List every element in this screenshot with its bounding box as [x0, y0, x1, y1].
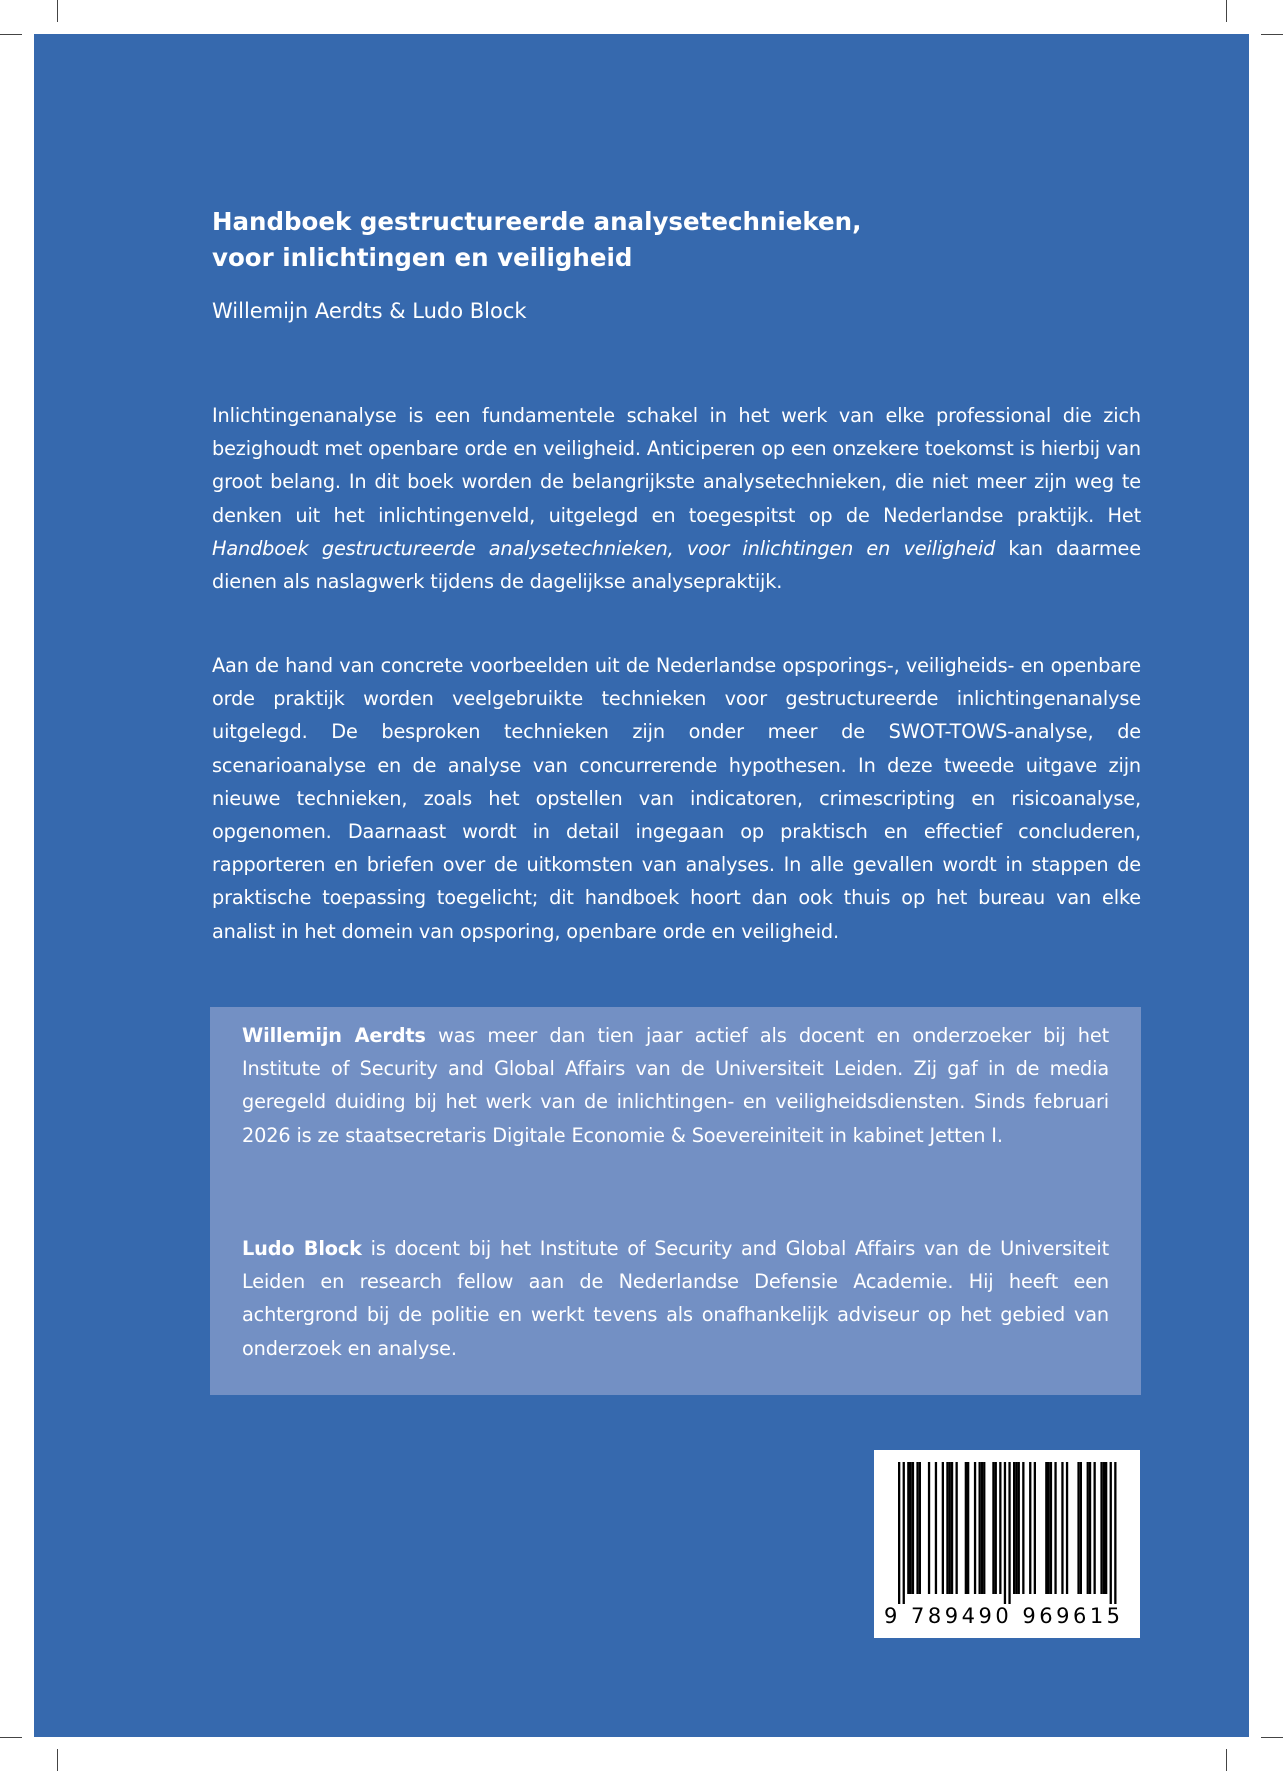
book-authors: Willemijn Aerdts & Ludo Block	[212, 299, 527, 323]
barcode-bar	[1087, 1462, 1089, 1594]
barcode-bar	[946, 1462, 948, 1594]
barcode-bar	[1061, 1462, 1063, 1594]
barcode-bar	[912, 1462, 914, 1594]
barcode-bar	[965, 1462, 967, 1594]
description-paragraph-1	[212, 399, 1141, 598]
barcode-bar	[1105, 1462, 1107, 1594]
isbn-number: 9 789490 969615	[884, 1604, 1124, 1628]
title-line-2: voor inlichtingen en veiligheid	[212, 242, 633, 272]
barcode-bar	[907, 1462, 909, 1594]
barcode-bar	[903, 1462, 905, 1604]
description-text: kan daarmee dienen als naslagwerk tijdens de dagelijkse analysepraktijk.	[212, 536, 1141, 594]
barcode-bar	[1018, 1462, 1020, 1594]
barcode-bar	[1029, 1462, 1031, 1594]
crop-mark	[1261, 1737, 1283, 1738]
author-bio-text: is docent bij het Institute of Security and Global Affairs van de Universiteit Leiden en research fellow aan de Nederlandse Defensie Academie. Hij heeft een achtergrond bij de politie en werkt tevens als onafhankelijk adviseur op het gebied van onderzoek en analyse.	[242, 1237, 1110, 1360]
author-bio-1	[242, 1019, 1109, 1152]
barcode-bar	[942, 1462, 944, 1594]
barcode-bar	[1103, 1462, 1105, 1594]
barcode-bar	[956, 1462, 958, 1594]
barcode-bar	[1110, 1462, 1112, 1604]
title-line-1: Handboek gestructureerde analysetechnieken,	[212, 207, 862, 236]
barcode-bar	[1077, 1462, 1079, 1594]
barcode-bar	[1054, 1462, 1056, 1594]
description-text: Inlichtingenanalyse is een fundamentele schakel in het werk van elke professional die zich bezighoudt met openbare orde en veiligheid. Anticiperen op een onzekere toekomst is hierbij van groot belang. In dit boek worden de belangrijkste analysetechnieken, die niet meer zijn weg te denken uit het inlichtingenveld, uitgelegd en toegespitst op de Nederlandse praktijk. Het	[212, 404, 1141, 527]
barcode-bars	[882, 1462, 1132, 1604]
barcode-bar	[951, 1462, 953, 1594]
barcode-bar	[995, 1462, 997, 1594]
barcode-bar	[1050, 1462, 1052, 1594]
author-name: Willemijn Aerdts	[242, 1024, 426, 1047]
back-cover	[34, 34, 1249, 1737]
barcode-bar	[967, 1462, 969, 1594]
author-bio-2	[242, 1232, 1109, 1365]
barcode-bar	[1094, 1462, 1096, 1594]
barcode-bar	[974, 1462, 976, 1594]
barcode-bar	[910, 1462, 912, 1594]
barcode-bar	[983, 1462, 985, 1594]
barcode-bar	[935, 1462, 937, 1594]
barcode-bar	[1015, 1462, 1017, 1594]
author-bio-box	[210, 1007, 1141, 1395]
author-bio-text: was meer dan tien jaar actief als docent en onderzoeker bij het Institute of Security and Global Affairs van de Universiteit Leiden. Zij gaf in de media geregeld duiding bij het werk van de inlichtingen- en veiligheidsdiensten. Sinds februari 2026 is ze staatsecretaris Digitale Economie & Soevereiniteit in kabinet Jetten I.	[242, 1024, 1109, 1147]
barcode-bar	[1045, 1462, 1047, 1594]
barcode-bar	[1114, 1462, 1116, 1604]
barcode-bar	[1100, 1462, 1102, 1594]
barcode-bar	[1034, 1462, 1036, 1594]
barcode-bar	[928, 1462, 930, 1594]
barcode-bar	[981, 1462, 983, 1594]
crop-mark	[1226, 0, 1227, 22]
isbn-barcode	[874, 1450, 1140, 1638]
author-name: Ludo Block	[242, 1237, 362, 1260]
barcode-bar	[898, 1462, 900, 1604]
barcode-bar	[1022, 1462, 1024, 1594]
crop-mark	[1226, 1749, 1227, 1771]
barcode-bar	[1066, 1462, 1068, 1594]
description-paragraph-2: Aan de hand van concrete voorbeelden uit de Nederlandse opsporings-, veiligheids- en openbare orde praktijk worden veelgebruikte technieken voor gestructureerde inlichtingenanalyse uitgelegd. De besproken technieken zijn onder meer de SWOT-TOWS-analyse, de scenarioanalyse en de analyse van concurrerende hypothesen. In deze tweede uitgave zijn nieuwe technieken, zoals het opstellen van indicatoren, crimescripting en risicoanalyse, opgenomen. Daarnaast wordt in detail ingegaan op praktisch en effectief concluderen, rapporteren en briefen over de uitkomsten van analyses. In alle gevallen wordt in stappen de praktische toepassing toegelicht; dit handboek hoort dan ook thuis op het bureau van elke analist in het domein van opsporing, openbare orde en veiligheid.	[212, 654, 1141, 943]
barcode-bar	[1089, 1462, 1091, 1594]
book-title-italic: Handboek gestructureerde analysetechnieken, voor inlichtingen en veiligheid	[212, 536, 996, 560]
barcode-bar	[999, 1462, 1001, 1594]
barcode-bar	[949, 1462, 951, 1594]
crop-mark	[57, 0, 58, 22]
barcode-bar	[1048, 1462, 1050, 1594]
barcode-bar	[979, 1462, 981, 1594]
crop-mark	[57, 1749, 58, 1771]
barcode-bar	[1008, 1462, 1010, 1604]
barcode-bar	[919, 1462, 921, 1594]
crop-mark	[0, 34, 22, 35]
barcode-bar	[1080, 1462, 1082, 1594]
crop-mark	[1261, 34, 1283, 35]
barcode-bar	[916, 1462, 918, 1594]
barcode-bar	[1004, 1462, 1006, 1604]
crop-mark	[0, 1737, 22, 1738]
book-title	[212, 204, 1172, 275]
barcode-bar	[1013, 1462, 1015, 1594]
barcode-bar	[992, 1462, 994, 1594]
